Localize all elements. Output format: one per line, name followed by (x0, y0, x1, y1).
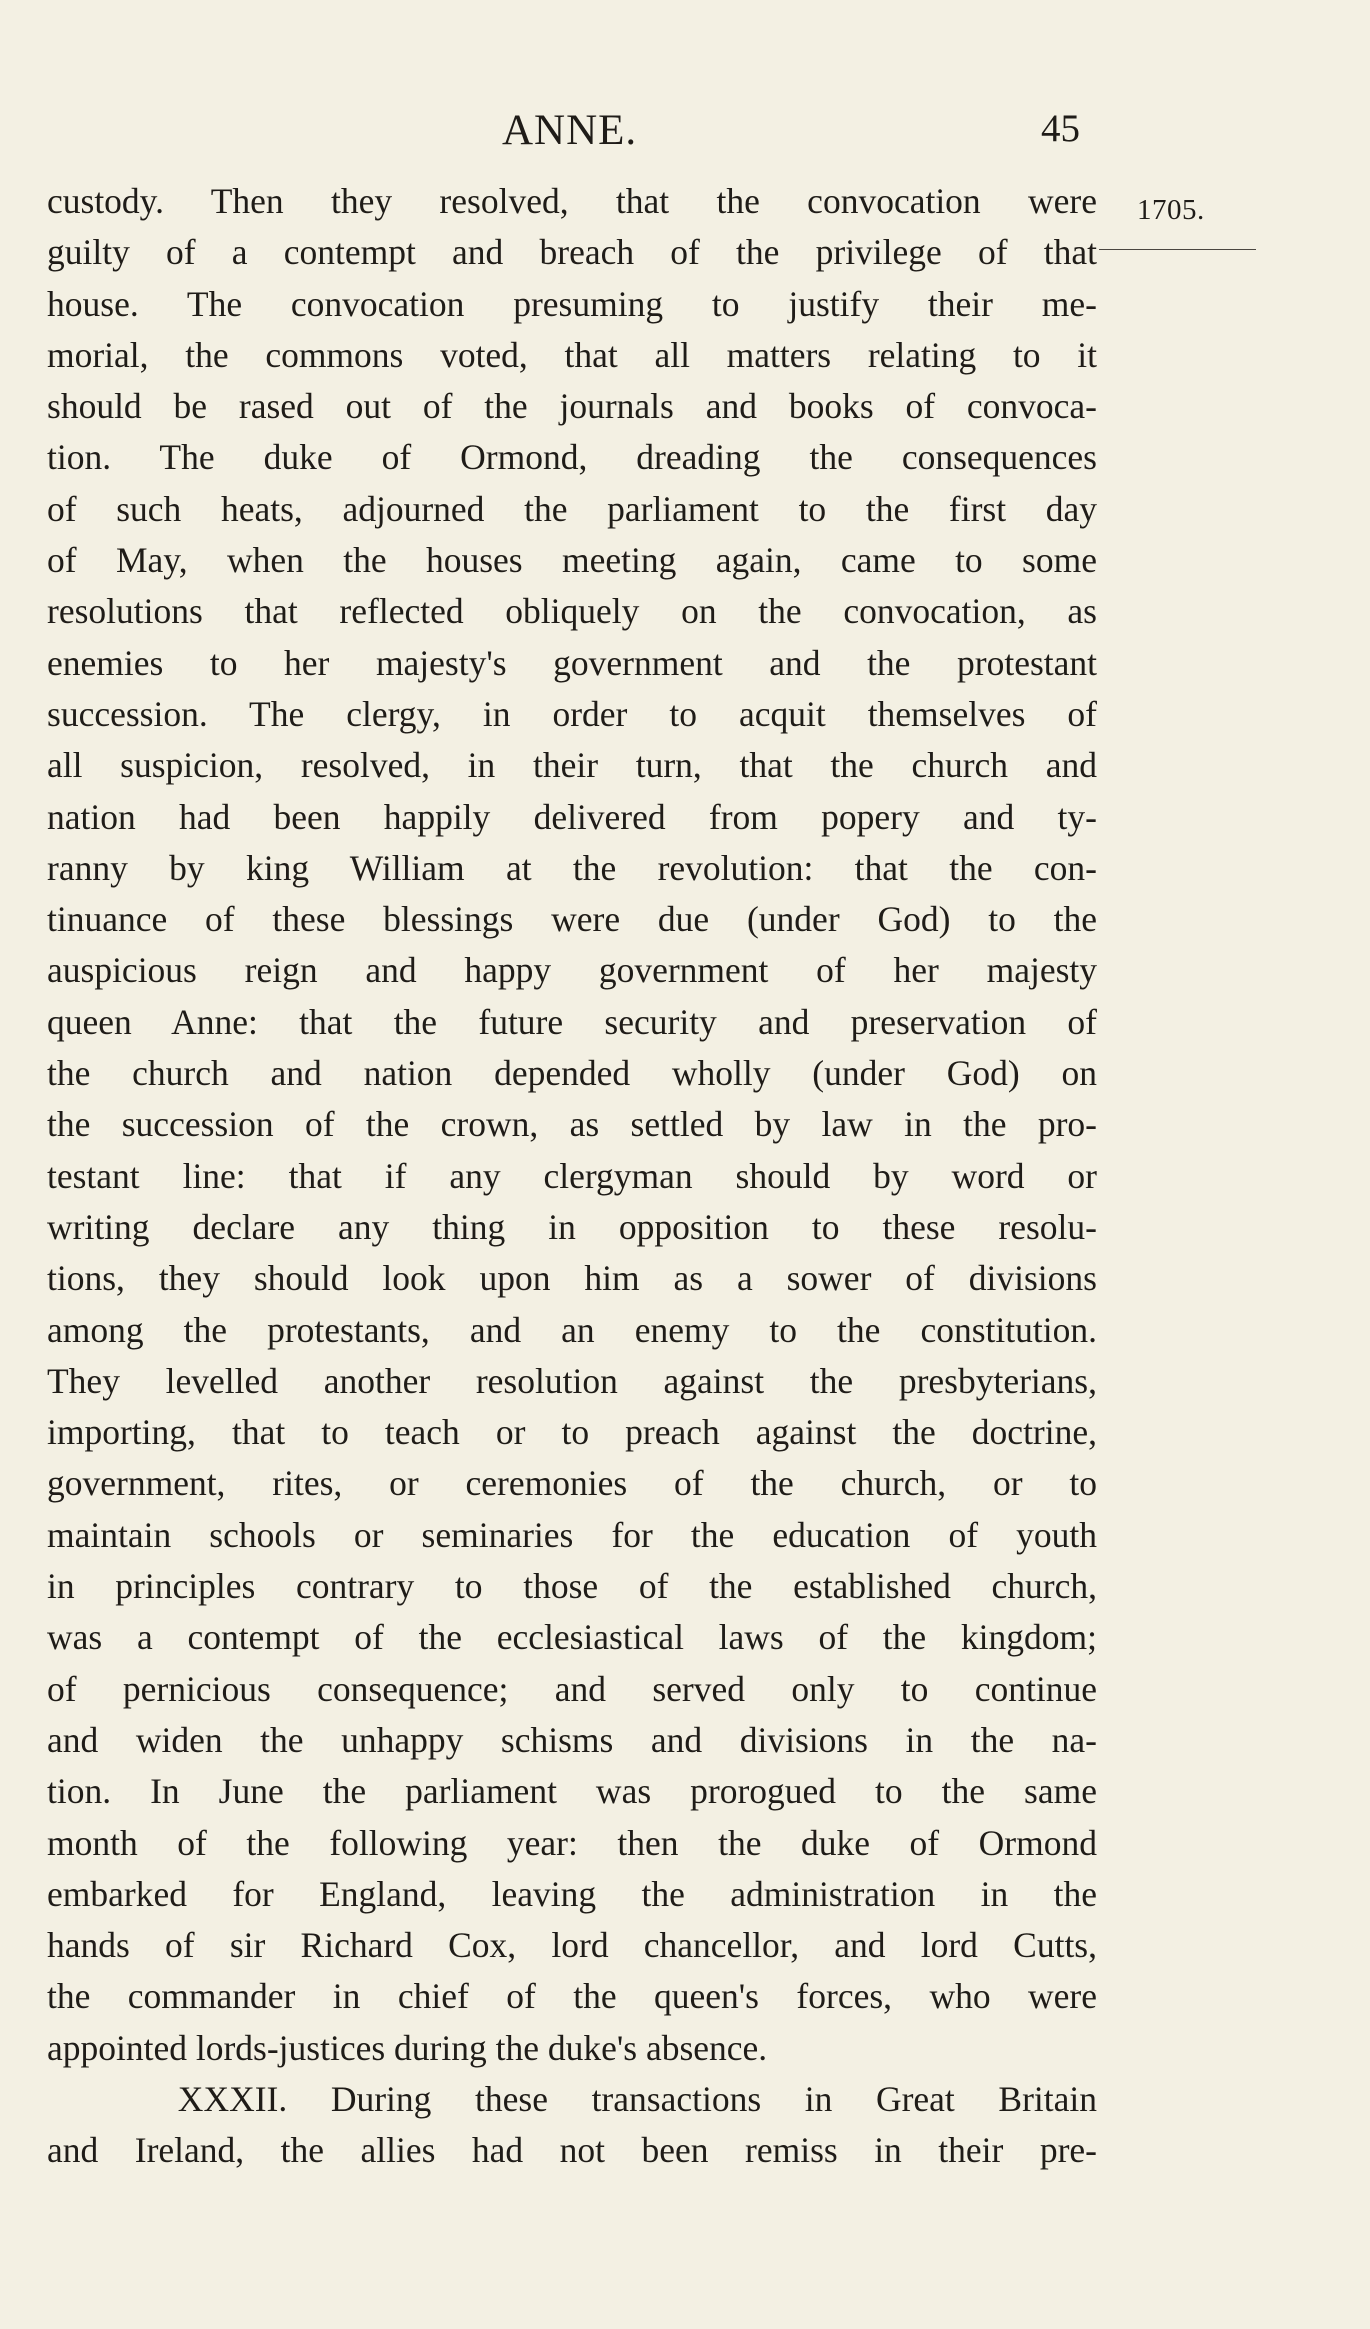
text-line: of such heats, adjourned the parliament to the first day (47, 488, 1097, 529)
text-line: was a contempt of the ecclesiastical laws of the kingdom; (47, 1617, 1097, 1658)
text-line: house. The convocation presuming to justify their me- (47, 283, 1097, 324)
text-line: writing declare any thing in opposition to these resolu- (47, 1206, 1097, 1247)
text-line: testant line: that if any clergyman should by word or (47, 1155, 1097, 1196)
text-line: should be rased out of the journals and books of convoca- (47, 386, 1097, 427)
text-line: nation had been happily delivered from popery and ty- (47, 796, 1097, 837)
text-line: among the protestants, and an enemy to the constitution. (47, 1309, 1097, 1350)
text-line: maintain schools or seminaries for the education of youth (47, 1514, 1097, 1555)
text-line-paragraph-end: appointed lords-justices during the duke's absence. (47, 2027, 768, 2068)
text-line: queen Anne: that the future security and preservation of (47, 1001, 1097, 1042)
text-line: importing, that to teach or to preach against the doctrine, (47, 1412, 1097, 1453)
text-line: custody. Then they resolved, that the convocation were (47, 181, 1097, 221)
text-line: of May, when the houses meeting again, came to some (47, 540, 1097, 581)
text-line: tions, they should look upon him as a sower of divisions (47, 1258, 1097, 1299)
margin-rule (1099, 249, 1256, 250)
text-line: enemies to her majesty's government and the protestant (47, 642, 1097, 683)
text-line: They levelled another resolution against the presbyterians, (47, 1360, 1097, 1401)
text-line: succession. The clergy, in order to acquit themselves of (47, 693, 1097, 734)
text-line: all suspicion, resolved, in their turn, that the church and (47, 745, 1097, 786)
running-head (0, 96, 1370, 166)
text-line: auspicious reign and happy government of her majesty (47, 950, 1097, 991)
text-line: tion. In June the parliament was prorogued to the same (47, 1771, 1097, 1812)
body-text (47, 176, 1097, 2177)
text-line-paragraph-start: XXXII. During these transactions in Great Britain (47, 2078, 1097, 2119)
text-line: in principles contrary to those of the established church, (47, 1566, 1097, 1607)
text-line: tinuance of these blessings were due (under God) to the (47, 899, 1097, 940)
text-line: and Ireland, the allies had not been remiss in their pre- (47, 2130, 1097, 2171)
page-number: 45 (1041, 107, 1080, 150)
text-line: the commander in chief of the queen's forces, who were (47, 1976, 1097, 2017)
text-line: tion. The duke of Ormond, dreading the consequences (47, 437, 1097, 478)
text-line: and widen the unhappy schisms and divisions in the na- (47, 1719, 1097, 1760)
text-line: embarked for England, leaving the administration in the (47, 1873, 1097, 1914)
text-line: government, rites, or ceremonies of the church, or to (47, 1463, 1097, 1504)
running-head-title: ANNE. (502, 107, 638, 154)
text-line: month of the following year: then the duke of Ormond (47, 1822, 1097, 1863)
text-line: hands of sir Richard Cox, lord chancellor, and lord Cutts, (47, 1925, 1097, 1966)
text-line: resolutions that reflected obliquely on the convocation, as (47, 591, 1097, 632)
text-line: guilty of a contempt and breach of the privilege of that (47, 232, 1097, 273)
margin-year-note: 1705. (1137, 194, 1205, 226)
text-line: the church and nation depended wholly (under God) on (47, 1053, 1097, 1094)
text-line: of pernicious consequence; and served only to continue (47, 1668, 1097, 1709)
text-line: morial, the commons voted, that all matters relating to it (47, 334, 1097, 375)
text-line: the succession of the crown, as settled by law in the pro- (47, 1104, 1097, 1145)
text-line: ranny by king William at the revolution: that the con- (47, 847, 1097, 888)
